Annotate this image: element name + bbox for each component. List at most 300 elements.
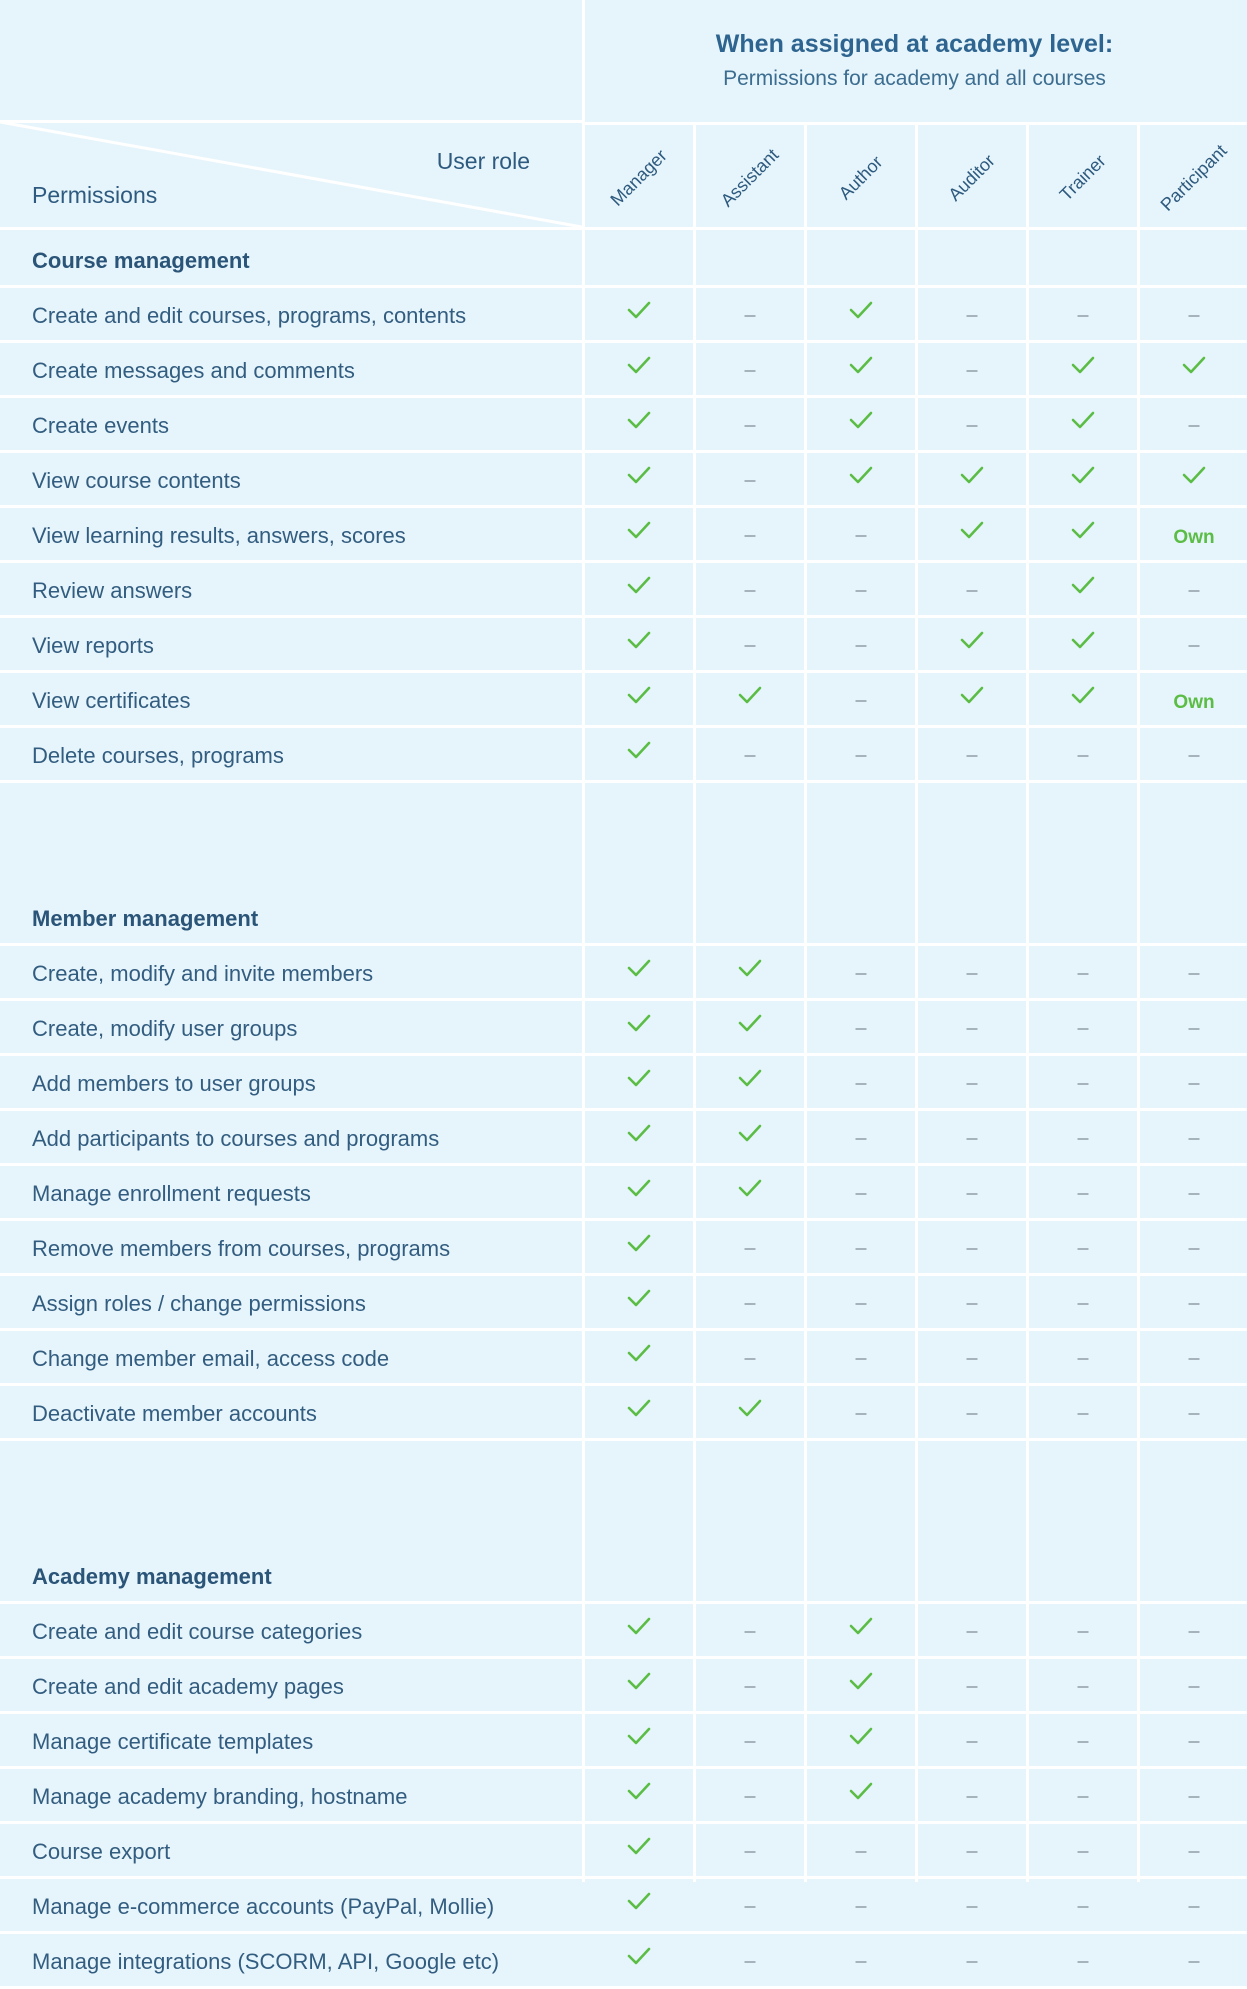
role-header-author: [807, 122, 915, 230]
cell-manager: [585, 946, 693, 998]
cell-author: [807, 1166, 915, 1218]
dash-icon: [1189, 645, 1200, 647]
dash-icon: [1189, 315, 1200, 317]
permission-row: [0, 1111, 1247, 1166]
permission-row: [0, 563, 1247, 618]
check-icon: [627, 740, 651, 760]
dash-icon: [967, 1028, 978, 1030]
cell-manager: [585, 1166, 693, 1218]
cell-auditor: [918, 618, 1026, 670]
cell-trainer: [1029, 288, 1137, 340]
permissions-label: Permissions: [32, 182, 158, 208]
cell-author: [807, 1001, 915, 1053]
permission-label: View course contents: [32, 468, 241, 493]
permission-label: Assign roles / change permissions: [32, 1291, 366, 1316]
dash-icon: [1078, 1083, 1089, 1085]
dash-icon: [1189, 1686, 1200, 1688]
permission-label: Manage enrollment requests: [32, 1181, 311, 1206]
cell-manager: [585, 728, 693, 780]
cell-participant: [1140, 1934, 1247, 1986]
role-header-label: Auditor: [944, 150, 999, 205]
section-title: Academy management: [32, 1564, 272, 1589]
permission-label: Manage e-commerce accounts (PayPal, Mollie): [32, 1894, 495, 1919]
diagonal-divider: [0, 122, 582, 230]
cell-manager: [585, 1386, 693, 1438]
level-header: [582, 0, 1247, 125]
permission-row: [0, 946, 1247, 1001]
role-header-auditor: [918, 122, 1026, 230]
dash-icon: [856, 1248, 867, 1250]
cell-trainer: [1029, 1934, 1137, 1986]
cell-author: [807, 1769, 915, 1821]
permission-label: Create and edit course categories: [32, 1619, 363, 1644]
cell-participant: [1140, 1111, 1247, 1163]
permission-row: [0, 1769, 1247, 1824]
permission-row: [0, 453, 1247, 508]
dash-icon: [1078, 1028, 1089, 1030]
dash-icon: [745, 1851, 756, 1853]
permission-row: [0, 1659, 1247, 1714]
cell-author: [807, 453, 915, 505]
role-header-label: Participant: [1156, 140, 1231, 215]
role-header-manager: [585, 122, 693, 230]
permission-label: Add participants to courses and programs: [32, 1126, 440, 1151]
dash-icon: [856, 535, 867, 537]
check-icon: [627, 1946, 651, 1966]
check-icon: [627, 958, 651, 978]
dash-icon: [1078, 1138, 1089, 1140]
cell-trainer: [1029, 398, 1137, 450]
cell-participant: [1140, 1001, 1247, 1053]
role-header-participant: [1140, 122, 1247, 230]
check-icon: [849, 1726, 873, 1746]
cell-author: [807, 343, 915, 395]
user-role-label: User role: [436, 148, 530, 174]
cell-assistant: [696, 1824, 804, 1876]
cell-manager: [585, 453, 693, 505]
check-icon: [627, 575, 651, 595]
cell-author: [807, 1824, 915, 1876]
check-icon: [849, 1616, 873, 1636]
permission-row: [0, 288, 1247, 343]
cell-assistant: [696, 508, 804, 560]
cell-participant: [1140, 1331, 1247, 1383]
dash-icon: [1189, 1961, 1200, 1963]
cell-author: [807, 1111, 915, 1163]
permission-label: View reports: [32, 633, 154, 658]
permission-label: Manage integrations (SCORM, API, Google etc): [32, 1949, 500, 1974]
cell-manager: [585, 1714, 693, 1766]
dash-icon: [856, 645, 867, 647]
cell-manager: [585, 1056, 693, 1108]
check-icon: [627, 1288, 651, 1308]
dash-icon: [1189, 1028, 1200, 1030]
check-icon: [627, 1616, 651, 1636]
cell-auditor: [918, 673, 1026, 725]
cell-author: [807, 398, 915, 450]
cell-author: [807, 1221, 915, 1273]
cell-trainer: [1029, 1824, 1137, 1876]
permission-label: Create and edit academy pages: [32, 1674, 344, 1699]
cell-assistant: [696, 1331, 804, 1383]
dash-icon: [856, 1906, 867, 1908]
level-header-subtitle: Permissions for academy and all courses: [723, 67, 1106, 90]
dash-icon: [856, 1083, 867, 1085]
dash-icon: [856, 755, 867, 757]
cell-participant: [1140, 946, 1247, 998]
cell-participant: [1140, 1276, 1247, 1328]
cell-auditor: [918, 453, 1026, 505]
check-icon: [738, 1123, 762, 1143]
cell-author: [807, 1331, 915, 1383]
dash-icon: [1078, 1686, 1089, 1688]
dash-icon: [1078, 973, 1089, 975]
cell-author: [807, 1934, 915, 1986]
permission-row: [0, 1714, 1247, 1769]
dash-icon: [745, 1303, 756, 1305]
permission-label: Create events: [32, 413, 169, 438]
column-divider: [915, 122, 918, 1882]
dash-icon: [967, 1193, 978, 1195]
dash-icon: [745, 480, 756, 482]
permission-row: [0, 1166, 1247, 1221]
check-icon: [627, 1068, 651, 1088]
permission-label: Manage certificate templates: [32, 1729, 314, 1754]
dash-icon: [1078, 1796, 1089, 1798]
cell-assistant: [696, 453, 804, 505]
permission-label: View learning results, answers, scores: [32, 523, 406, 548]
dash-icon: [1189, 1631, 1200, 1633]
cell-assistant: [696, 1221, 804, 1273]
dash-icon: [967, 370, 978, 372]
own-badge: Own: [1173, 527, 1215, 548]
check-icon: [738, 685, 762, 705]
cell-participant: [1140, 343, 1247, 395]
dash-icon: [856, 1193, 867, 1195]
permission-row: [0, 1001, 1247, 1056]
dash-icon: [1189, 1358, 1200, 1360]
cell-author: [807, 508, 915, 560]
cell-participant: [1140, 618, 1247, 670]
permission-label: Create messages and comments: [32, 358, 355, 383]
cell-trainer: [1029, 728, 1137, 780]
cell-participant: [1140, 1056, 1247, 1108]
check-icon: [1071, 410, 1095, 430]
dash-icon: [1078, 1193, 1089, 1195]
check-icon: [738, 958, 762, 978]
cell-manager: [585, 563, 693, 615]
cell-assistant: [696, 1604, 804, 1656]
cell-assistant: [696, 1276, 804, 1328]
cell-author: [807, 563, 915, 615]
dash-icon: [1189, 1193, 1200, 1195]
check-icon: [849, 1671, 873, 1691]
dash-icon: [745, 1631, 756, 1633]
dash-icon: [967, 1248, 978, 1250]
cell-manager: [585, 1111, 693, 1163]
check-icon: [960, 630, 984, 650]
permission-row: [0, 728, 1247, 783]
cell-trainer: [1029, 1166, 1137, 1218]
dash-icon: [1189, 425, 1200, 427]
cell-auditor: [918, 1386, 1026, 1438]
dash-icon: [967, 590, 978, 592]
dash-icon: [856, 1028, 867, 1030]
check-icon: [627, 1398, 651, 1418]
cell-trainer: [1029, 453, 1137, 505]
cell-manager: [585, 1824, 693, 1876]
cell-assistant: [696, 1714, 804, 1766]
dash-icon: [967, 1138, 978, 1140]
cell-assistant: [696, 398, 804, 450]
cell-auditor: [918, 1001, 1026, 1053]
dash-icon: [856, 1413, 867, 1415]
dash-icon: [1078, 1741, 1089, 1743]
cell-auditor: [918, 1166, 1026, 1218]
cell-author: [807, 673, 915, 725]
dash-icon: [745, 1906, 756, 1908]
cell-trainer: [1029, 1111, 1137, 1163]
permission-label: Review answers: [32, 578, 193, 603]
cell-assistant: [696, 1386, 804, 1438]
dash-icon: [856, 1138, 867, 1140]
cell-participant: [1140, 1824, 1247, 1876]
dash-icon: [967, 1851, 978, 1853]
cell-manager: [585, 1879, 693, 1931]
column-divider: [804, 122, 807, 1882]
cell-manager: [585, 673, 693, 725]
cell-auditor: [918, 1276, 1026, 1328]
check-icon: [738, 1178, 762, 1198]
dash-icon: [967, 315, 978, 317]
cell-manager: [585, 1934, 693, 1986]
cell-participant: [1140, 453, 1247, 505]
cell-auditor: [918, 398, 1026, 450]
dash-icon: [1189, 1796, 1200, 1798]
dash-icon: [1078, 1358, 1089, 1360]
check-icon: [960, 520, 984, 540]
check-icon: [1071, 685, 1095, 705]
cell-trainer: [1029, 1714, 1137, 1766]
dash-icon: [745, 645, 756, 647]
cell-auditor: [918, 728, 1026, 780]
dash-icon: [967, 1083, 978, 1085]
check-icon: [849, 410, 873, 430]
check-icon: [627, 1178, 651, 1198]
cell-auditor: [918, 1604, 1026, 1656]
permission-label: Add members to user groups: [32, 1071, 316, 1096]
permission-label: Course export: [32, 1839, 171, 1864]
dash-icon: [1078, 755, 1089, 757]
dash-icon: [967, 1906, 978, 1908]
dash-icon: [967, 1686, 978, 1688]
cell-assistant: [696, 728, 804, 780]
dash-icon: [745, 755, 756, 757]
check-icon: [1071, 575, 1095, 595]
cell-participant: [1140, 673, 1247, 725]
check-icon: [627, 300, 651, 320]
cell-trainer: [1029, 618, 1137, 670]
permission-row: [0, 508, 1247, 563]
cell-participant: [1140, 1221, 1247, 1273]
cell-participant: [1140, 508, 1247, 560]
cell-auditor: [918, 946, 1026, 998]
cell-trainer: [1029, 673, 1137, 725]
dash-icon: [1078, 1631, 1089, 1633]
cell-manager: [585, 508, 693, 560]
check-icon: [1182, 355, 1206, 375]
permission-label: View certificates: [32, 688, 191, 713]
permission-row: [0, 618, 1247, 673]
cell-assistant: [696, 673, 804, 725]
cell-assistant: [696, 946, 804, 998]
cell-auditor: [918, 1879, 1026, 1931]
cell-trainer: [1029, 946, 1137, 998]
cell-manager: [585, 398, 693, 450]
check-icon: [849, 300, 873, 320]
dash-icon: [745, 370, 756, 372]
cell-manager: [585, 1276, 693, 1328]
check-icon: [627, 355, 651, 375]
column-divider: [1137, 122, 1140, 1882]
cell-assistant: [696, 1166, 804, 1218]
level-header-title: When assigned at academy level:: [715, 30, 1114, 58]
cell-trainer: [1029, 1769, 1137, 1821]
dash-icon: [1189, 1741, 1200, 1743]
dash-icon: [1189, 755, 1200, 757]
cell-trainer: [1029, 1001, 1137, 1053]
permission-row: [0, 1056, 1247, 1111]
check-icon: [1071, 630, 1095, 650]
check-icon: [1071, 355, 1095, 375]
cell-participant: [1140, 1386, 1247, 1438]
role-header-label: Assistant: [716, 144, 783, 211]
dash-icon: [967, 425, 978, 427]
check-icon: [849, 1781, 873, 1801]
cell-manager: [585, 1221, 693, 1273]
cell-auditor: [918, 563, 1026, 615]
cell-author: [807, 1659, 915, 1711]
dash-icon: [745, 1686, 756, 1688]
dash-icon: [1078, 1961, 1089, 1963]
dash-icon: [745, 315, 756, 317]
cell-trainer: [1029, 1604, 1137, 1656]
check-icon: [960, 465, 984, 485]
dash-icon: [967, 1631, 978, 1633]
cell-assistant: [696, 563, 804, 615]
dash-icon: [745, 535, 756, 537]
cell-trainer: [1029, 1331, 1137, 1383]
check-icon: [627, 1343, 651, 1363]
permission-label: Manage academy branding, hostname: [32, 1784, 408, 1809]
own-badge: Own: [1173, 692, 1215, 713]
check-icon: [627, 1123, 651, 1143]
section-header: [0, 888, 1247, 946]
cell-auditor: [918, 1056, 1026, 1108]
cell-participant: [1140, 1714, 1247, 1766]
cell-trainer: [1029, 1386, 1137, 1438]
dash-icon: [967, 1961, 978, 1963]
cell-participant: [1140, 1166, 1247, 1218]
cell-assistant: [696, 288, 804, 340]
cell-assistant: [696, 1111, 804, 1163]
cell-participant: [1140, 1879, 1247, 1931]
cell-author: [807, 1879, 915, 1931]
cell-author: [807, 946, 915, 998]
section-header: [0, 230, 1247, 288]
dash-icon: [1189, 1413, 1200, 1415]
permission-row: [0, 1824, 1247, 1879]
cell-auditor: [918, 288, 1026, 340]
dash-icon: [1189, 1303, 1200, 1305]
permission-label: Create, modify user groups: [32, 1016, 298, 1041]
dash-icon: [856, 1961, 867, 1963]
check-icon: [627, 685, 651, 705]
check-icon: [960, 685, 984, 705]
dash-icon: [1189, 1851, 1200, 1853]
column-divider: [693, 122, 696, 1882]
permission-label: Create and edit courses, programs, contents: [32, 303, 467, 328]
cell-author: [807, 1714, 915, 1766]
cell-manager: [585, 1769, 693, 1821]
role-header-trainer: [1029, 122, 1137, 230]
cell-manager: [585, 1659, 693, 1711]
cell-auditor: [918, 1659, 1026, 1711]
cell-auditor: [918, 1714, 1026, 1766]
check-icon: [1071, 520, 1095, 540]
cell-assistant: [696, 1001, 804, 1053]
permission-label: Delete courses, programs: [32, 743, 284, 768]
section-title: Member management: [32, 906, 259, 931]
check-icon: [738, 1398, 762, 1418]
cell-manager: [585, 288, 693, 340]
permission-row: [0, 1221, 1247, 1276]
dash-icon: [1189, 973, 1200, 975]
cell-participant: [1140, 1659, 1247, 1711]
cell-trainer: [1029, 1659, 1137, 1711]
dash-icon: [745, 1961, 756, 1963]
permission-row: [0, 1879, 1247, 1934]
dash-icon: [1189, 1083, 1200, 1085]
check-icon: [1071, 465, 1095, 485]
dash-icon: [967, 1303, 978, 1305]
cell-auditor: [918, 1331, 1026, 1383]
role-header-label: Trainer: [1055, 150, 1110, 205]
cell-participant: [1140, 563, 1247, 615]
dash-icon: [856, 1358, 867, 1360]
check-icon: [849, 355, 873, 375]
dash-icon: [1189, 1248, 1200, 1250]
cell-author: [807, 288, 915, 340]
role-header-assistant: [696, 122, 804, 230]
dash-icon: [967, 1358, 978, 1360]
check-icon: [627, 410, 651, 430]
check-icon: [627, 1671, 651, 1691]
dash-icon: [745, 1358, 756, 1360]
cell-assistant: [696, 1056, 804, 1108]
permission-label: Deactivate member accounts: [32, 1401, 317, 1426]
check-icon: [627, 1891, 651, 1911]
cell-auditor: [918, 1221, 1026, 1273]
cell-author: [807, 728, 915, 780]
dash-icon: [745, 590, 756, 592]
permission-row: [0, 398, 1247, 453]
cell-trainer: [1029, 1056, 1137, 1108]
permission-row: [0, 1276, 1247, 1331]
cell-trainer: [1029, 563, 1137, 615]
check-icon: [849, 465, 873, 485]
dash-icon: [1078, 1413, 1089, 1415]
